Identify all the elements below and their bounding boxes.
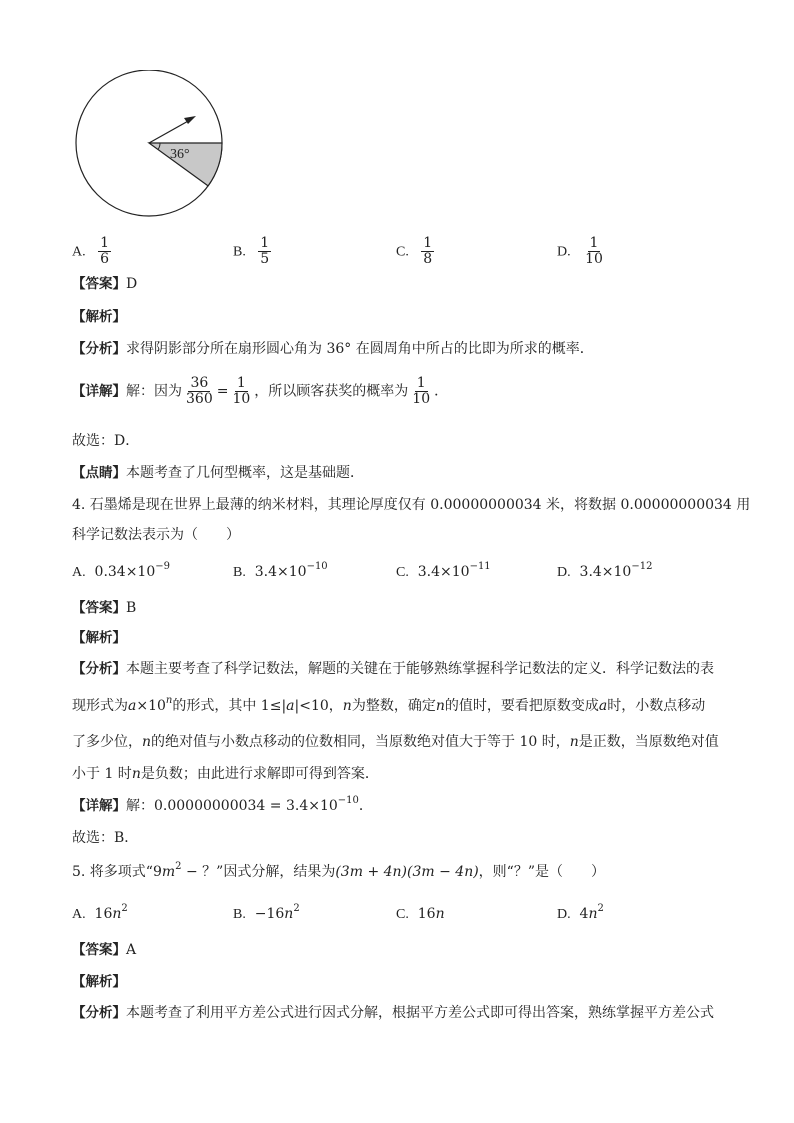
q4-option-a: A. $0.34\times 10^{-9}$ <box>72 561 170 580</box>
q4-option-d: D. $3.4\times 10^{-12}$ <box>557 561 653 580</box>
spinner-figure <box>70 70 230 225</box>
q3-choose: 故选：D． <box>72 433 140 449</box>
q4-option-c: C. $3.4\times 10^{-11}$ <box>396 561 491 580</box>
q3-option-a: A. $\frac{1}{6}$ <box>72 235 109 267</box>
q4-answer: 【答案】B <box>72 600 137 616</box>
q3-fenxi: 【分析】求得阴影部分所在扇形圆心角为 36° 在圆周角中所占的比即为所求的概率． <box>72 341 594 357</box>
q4-question-line2: 科学记数法表示为（ ） <box>72 527 240 543</box>
q4-detail: 【详解】解：$0.00000000034 = 3.4\times 10^{-10}$． <box>72 795 373 814</box>
q4-question-line1: 4. 石墨烯是现在世界上最薄的纳米材料，其理论厚度仅有 0.00000000034 米，将数据 0.00000000034 用 <box>72 497 751 513</box>
q5-option-c: C. 16n <box>396 906 445 922</box>
q5-question: 5. 将多项式“$9m^2$ − ？”因式分解，结果为(3m + 4n)(3m − 4n)，则“？”是（ ） <box>72 861 605 880</box>
q4-fenxi-line3: 了多少位，n的绝对值与小数点移动的位数相同，当原数绝对值大于等于 10 时，n是正数，当原数绝对值 <box>72 734 719 750</box>
q4-fenxi-line4: 小于 1 时n是负数；由此进行求解即可得到答案． <box>72 766 379 782</box>
q5-option-b: B. $-16n^2$ <box>233 903 300 922</box>
q3-answer: 【答案】D <box>72 276 138 292</box>
q5-option-d: D. $4n^2$ <box>557 903 604 922</box>
q4-analysis-tag: 【解析】 <box>72 630 126 646</box>
q3-dianjing: 【点睛】本题考查了几何型概率，这是基础题． <box>72 465 364 481</box>
q3-option-c: C. $\frac{1}{8}$ <box>396 235 433 267</box>
angle-label: 36° <box>170 147 190 162</box>
q3-analysis-tag: 【解析】 <box>72 309 126 325</box>
q5-fenxi: 【分析】本题考查了利用平方差公式进行因式分解，根据平方差公式即可得出答案，熟练掌握平方差公式 <box>72 1005 714 1021</box>
q5-answer: 【答案】A <box>72 942 137 958</box>
q5-analysis-tag: 【解析】 <box>72 974 126 990</box>
q3-detail: 【详解】解：因为 $\frac{36}{360}$ = $\frac{1}{10}$ ，所以顾客获奖的概率为 $\frac{1}{10}$ ． <box>72 375 449 407</box>
q4-choose: 故选：B． <box>72 830 139 846</box>
q4-fenxi-line1: 【分析】本题主要考查了科学记数法，解题的关键在于能够熟练掌握科学记数法的定义．科学记数法的表 <box>72 661 714 677</box>
q5-option-a: A. $16n^2$ <box>72 903 128 922</box>
q3-option-d: D. $\frac{1}{10}$ <box>557 235 603 267</box>
q4-option-b: B. $3.4\times 10^{-10}$ <box>233 561 328 580</box>
q3-option-b: B. $\frac{1}{5}$ <box>233 235 270 267</box>
q4-fenxi-line2: 现形式为$a\times 10^n$的形式，其中 1≤|a|<10，n为整数，确定n的值时，要看把原数变成a时，小数点移动 <box>72 695 706 714</box>
